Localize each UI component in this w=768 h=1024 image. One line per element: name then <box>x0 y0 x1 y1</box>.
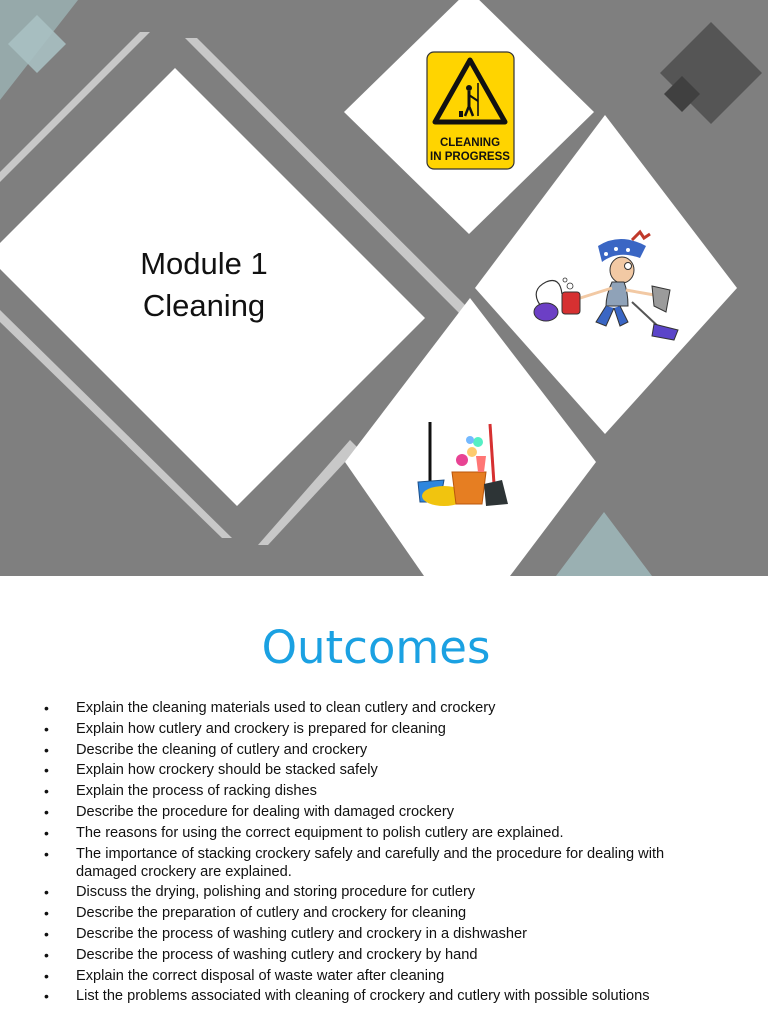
bullet-icon: • <box>44 720 49 737</box>
outcomes-heading: Outcomes <box>261 621 491 674</box>
outcome-list-item <box>42 987 722 1005</box>
accent-triangle-bottom <box>556 512 652 576</box>
bullet-icon: • <box>44 741 49 758</box>
cleaning-sign-icon <box>427 52 514 169</box>
outcomes-list <box>42 699 722 1008</box>
outcome-text: Describe the preparation of cutlery and crockery for cleaning <box>76 905 467 922</box>
bullet-icon: • <box>44 884 49 901</box>
outcome-list-item <box>42 782 722 800</box>
outcome-list-item <box>42 741 722 759</box>
outcome-text: List the problems associated with cleaning of crockery and cutlery with possible solutions <box>76 988 650 1005</box>
outcome-list-item <box>42 845 722 881</box>
outcome-text: The reasons for using the correct equipment to polish cutlery are explained. <box>76 824 564 841</box>
sign-text-line2: IN PROGRESS <box>430 151 510 163</box>
bullet-icon: • <box>44 824 49 841</box>
outcome-text: Describe the process of washing cutlery and crockery in a dishwasher <box>76 925 527 942</box>
dark-diamond <box>660 22 762 124</box>
title-line-cleaning: Cleaning <box>142 288 266 323</box>
outcome-text: Explain the correct disposal of waste water after cleaning <box>76 967 445 984</box>
bullet-icon: • <box>44 967 49 984</box>
outcome-text: Describe the process of washing cutlery and crockery by hand <box>76 946 478 963</box>
bullet-icon: • <box>44 905 49 922</box>
outcome-text: Explain how crockery should be stacked safely <box>76 762 378 779</box>
outcome-list-item <box>42 883 722 901</box>
outcome-text: Discuss the drying, polishing and storing procedure for cutlery <box>76 884 476 901</box>
outcome-list-item <box>42 720 722 738</box>
outcome-list-item <box>42 967 722 985</box>
outcome-text: Explain the cleaning materials used to clean cutlery and crockery <box>76 700 496 716</box>
bullet-icon: • <box>44 803 49 820</box>
outcome-list-item <box>42 699 722 717</box>
bullet-icon: • <box>44 783 49 800</box>
bullet-icon: • <box>44 700 49 716</box>
outcome-text: The importance of stacking crockery safely and carefully and the procedure for dealing with damaged crockery are explained. <box>76 845 665 880</box>
outcome-text: Describe the procedure for dealing with damaged crockery <box>76 803 455 820</box>
outcome-text: Explain how cutlery and crockery is prepared for cleaning <box>76 720 446 737</box>
outcomes-slide <box>0 576 768 1024</box>
outcome-list-item <box>42 803 722 821</box>
bullet-icon: • <box>44 946 49 963</box>
slide-title <box>84 243 324 327</box>
bullet-icon: • <box>44 988 49 1005</box>
outcome-list-item <box>42 824 722 842</box>
outcome-list-item <box>42 925 722 943</box>
outcome-text: Describe the cleaning of cutlery and crockery <box>76 741 368 758</box>
outcome-list-item <box>42 904 722 922</box>
outcome-list-item <box>42 761 722 779</box>
sign-text-line1: CLEANING <box>439 137 501 149</box>
outcome-list-item <box>42 946 722 964</box>
bullet-icon: • <box>44 762 49 779</box>
bullet-icon: • <box>44 925 49 942</box>
title-line-module: Module 1 <box>140 246 268 281</box>
outcome-text: Explain the process of racking dishes <box>76 783 317 800</box>
bullet-icon: • <box>44 845 49 862</box>
